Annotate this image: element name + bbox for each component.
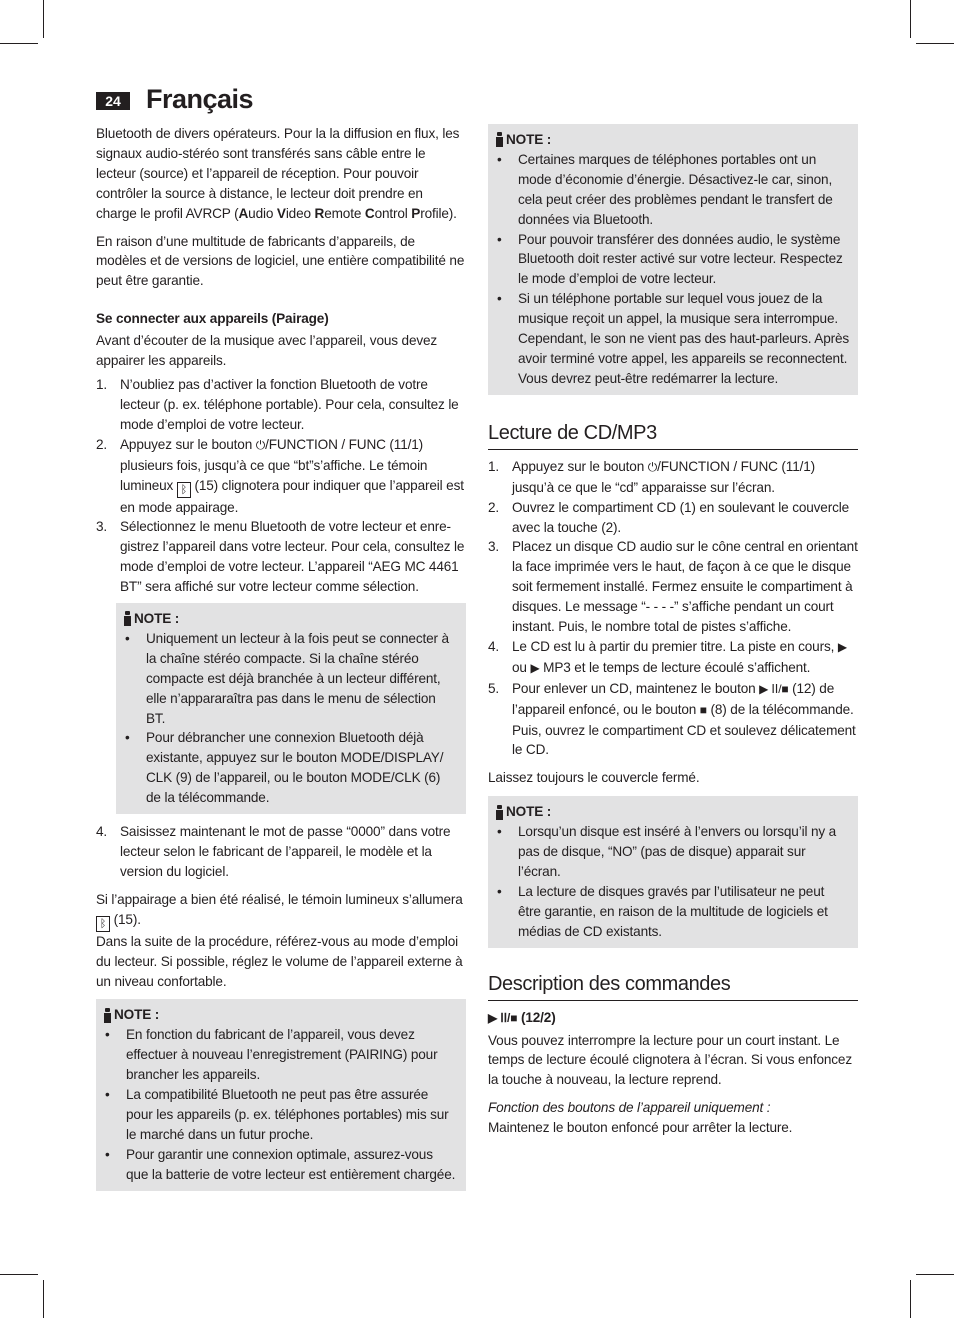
compatibility-paragraph: En raison d’une multitude de fabricants d’appareils, de modèles et de versions de logiciel, une entière compatibilité ne peut être garantie. (96, 233, 465, 289)
play-pause-description: Vous pouvez interrompre la lecture pour un court instant. Le temps de lecture écoulé clignotera à l’écran. Si vous enfoncez la touche à nouveau, la lecture reprend. (488, 1032, 852, 1088)
crop-mark (43, 1280, 44, 1318)
note-box (488, 124, 858, 395)
list-item: • En fonction du fabricant de l’appareil, vous devez effectuer à nouveau l’enregistrement (PAIRING) pour brancher les appareils. (102, 1025, 458, 1085)
crop-mark (0, 1274, 38, 1275)
cd-section-heading: Lecture de CD/MP3 (488, 421, 858, 450)
list-item: 1. Appuyez sur le bouton ⏻/FUNCTION / FUNC (11/1) jusqu’à ce que le “cd” apparaisse sur l’écran. (488, 458, 816, 495)
intro-paragraph: Bluetooth de divers opérateurs. Pour la la diffusion en flux, les signaux audio-stéréo sont transférés sans câble entre le lecteur (source) et l’appareil de réception. Pour pouvoir contrôler la source à distance, le lecteur doit prendre en charge le profil AVRCP (Audio Video Remote Control Profile). (96, 126, 460, 221)
pairing-steps-continued (96, 822, 466, 882)
list-item: 5. Pour enlever un CD, maintenez le bouton ▶ ⅠⅠ/■ (12) de l’appareil enfoncé, ou le bouton ■ (8) de la télécommande. Puis, ouvrez le compartiment CD et soulevez délicatement le CD. (488, 680, 856, 758)
note-label: NOTE : (506, 132, 552, 147)
info-icon (102, 1008, 112, 1023)
note-box (116, 603, 466, 814)
cover-note: Laissez toujours le couvercle fermé. (488, 770, 700, 786)
crop-mark (910, 0, 911, 38)
list-item: • La lecture de disques gravés par l’utilisateur ne peut être garantie, en raison de la multitude de logiciels et médias de CD existants. (494, 882, 850, 942)
bluetooth-icon: ᛒ (96, 916, 110, 932)
pairing-intro: Avant d’écouter de la musique avec l’appareil, vous devez appairer les appareils. (96, 333, 438, 369)
success-paragraph: Si l’appairage a bien été réalisé, le témoin lumineux s’allumera ᛒ (15). (96, 891, 463, 930)
list-item: • Si un téléphone portable sur lequel vous jouez de la musique reçoit un appel, la musique sera interrompue. Cependant, le son ne vient pas des haut-parleurs. Après avoir terminé votre appel, les appareils se reconnectent. Vous devrez peut-être redémarrer la lecture. (494, 289, 850, 389)
play-icon: ▶ (837, 639, 847, 654)
note-box (96, 999, 466, 1190)
info-icon (122, 611, 132, 626)
right-column (488, 124, 858, 1138)
cd-steps (488, 457, 858, 761)
list-item: 2. Appuyez sur le bouton ⏻/FUNCTION / FUNC (11/1) plusieurs fois, jusqu’à ce que “bt”s’affiche. Le témoin lumineux ᛒ (15) clignotera pour indiquer que l’appareil est en mode appairage. (96, 436, 464, 515)
list-item: • Pour garantir une connexion optimale, assurez-vous que la batterie de votre lecteur est entièrement chargée. (102, 1145, 458, 1185)
list-item: 4. Saisissez maintenant le mot de passe “0000” dans votre lecteur selon le fabricant de l’appareil, le modèle et la version du logiciel. (96, 824, 451, 879)
followup-paragraph: Dans la suite de la procédure, référez-vous au mode d’emploi du lecteur. Si possible, réglez le volume de l’appareil externe à un niveau confortable. (96, 933, 463, 989)
list-item: • Lorsqu’un disque est inséré à l’envers ou lorsqu’il ny a pas de disque, “NO” (pas de disque) apparait sur l’écran. (494, 822, 850, 882)
note-label: NOTE : (506, 804, 552, 820)
list-item: • La compatibilité Bluetooth ne peut pas être assurée pour les appareils (p. ex. téléphones portables) mis sur le marché dans un futur proche. (102, 1085, 458, 1145)
list-item: • Uniquement un lecteur à la fois peut se connecter à la chaîne stéréo compacte. Si la chaîne stéréo compacte est déjà branchée à un lecteur différent, elle n’appararaîtra pas dans le menu de sélection BT. (122, 629, 458, 729)
play-pause-stop-icon: ▶ ⅠⅠ/■ (759, 681, 789, 696)
list-item: 3. Sélectionnez le menu Bluetooth de votre lecteur et enregistrez l’appareil dans votre lecteur. Pour cela, consultez le mode d’emploi de votre lecteur. L’appareil “AEG MC 4461 BT” sera affiché sur votre lecteur comme sélection. (96, 519, 465, 595)
list-item: 4. Le CD est lu à partir du premier titre. La piste en cours, ▶ ou ▶ MP3 et le temps de lecture écoulé s’affichent. (488, 638, 847, 675)
note-box (488, 796, 858, 947)
play-pause-stop-icon: ▶ ⅠⅠ/■ (488, 1010, 518, 1025)
crop-mark (43, 0, 44, 38)
left-column (96, 124, 466, 1191)
power-icon: ⏻ (255, 437, 266, 452)
list-item: • Pour pouvoir transférer des données audio, le système Bluetooth doit rester activé sur votre lecteur. Respectez le mode d’emploi de votre lecteur. (494, 230, 850, 290)
list-item: 1. N’oubliez pas d’activer la fonction Bluetooth de votre lecteur (p. ex. téléphone portable). Pour cela, consultez le mode d’emploi de votre lecteur. (96, 376, 459, 432)
crop-mark (916, 1274, 954, 1275)
list-item: • Certaines marques de téléphones portables ont un mode d’économie d’énergie. Désactivez-le car, sinon, cela peut créer des problèmes pendant le transfert de données via Bluetooth. (494, 150, 850, 230)
note-label: NOTE : (114, 1007, 160, 1023)
pairing-steps (96, 375, 466, 597)
pairing-heading: Se connecter aux appareils (Pairage) (96, 311, 329, 327)
info-icon (494, 132, 504, 147)
list-item: • Pour débrancher une connexion Bluetooth déjà existante, appuyez sur le bouton MODE/DISPLAY/ CLK (9) de l’appareil, ou le bouton MODE/CLK (6) de la télécommande. (122, 728, 458, 808)
list-item: 2. Ouvrez le compartiment CD (1) en soulevant le couvercle avec la touche (2). (488, 499, 850, 535)
play-icon: ▶ (530, 660, 540, 675)
page-number: 24 (96, 92, 130, 110)
device-only-label: Fonction des boutons de l’appareil uniquement : (488, 1100, 771, 1116)
note-label: NOTE : (134, 611, 180, 627)
info-icon (494, 805, 504, 820)
controls-section-heading: Description des commandes (488, 972, 858, 1001)
power-icon: ⏻ (647, 459, 658, 474)
bluetooth-icon: ᛒ (177, 482, 191, 498)
play-pause-subheading: ▶ ⅠⅠ/■ (12/2) (488, 1009, 556, 1025)
device-only-text: Maintenez le bouton enfoncé pour arrêter la lecture. (488, 1120, 793, 1136)
crop-mark (0, 43, 38, 44)
crop-mark (916, 43, 954, 44)
crop-mark (910, 1280, 911, 1318)
page-title: Français (146, 84, 254, 114)
list-item: 3. Placez un disque CD audio sur le cône central en orientant la face imprimée vers le haut, de façon à ce que le disque soit fermement installé. Fermez ensuite le compartiment à disques. Le message “- - - -” s’affiche pendant un court instant. Puis, le nombre total de pistes s’affiche. (488, 539, 858, 635)
stop-icon: ■ (699, 702, 707, 717)
